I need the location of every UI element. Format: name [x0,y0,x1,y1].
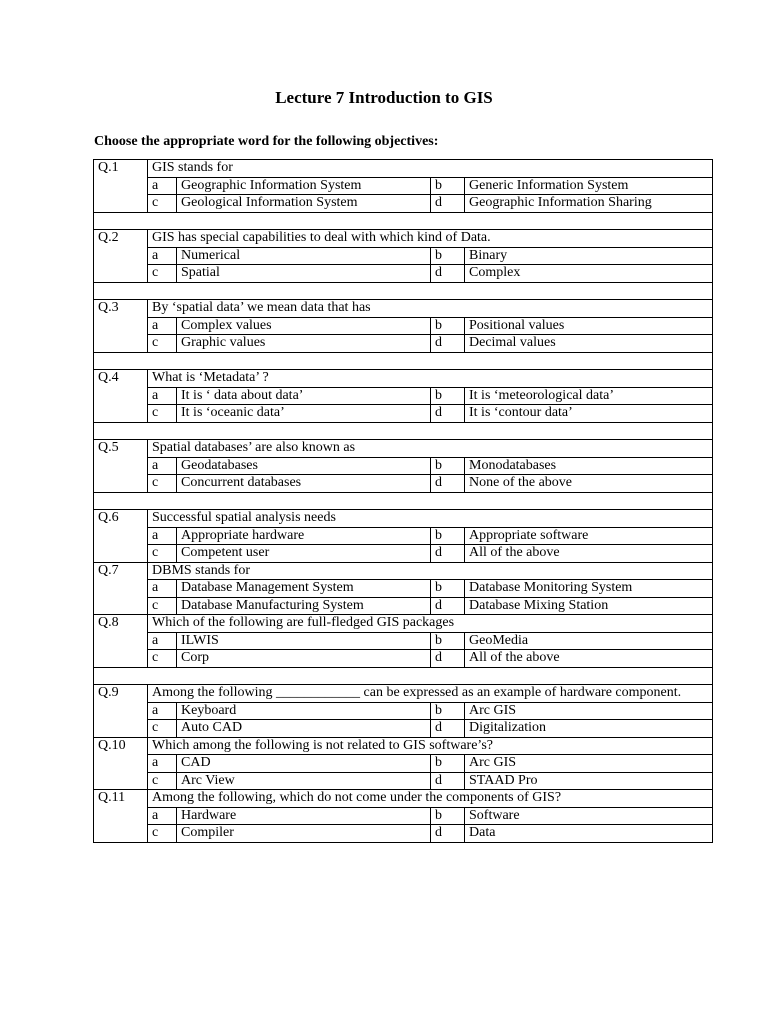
option-letter: d [431,265,465,283]
option-row [94,527,713,545]
option-row [94,545,713,563]
option-letter: c [148,475,177,493]
question-number: Q.4 [94,370,148,423]
question-row [94,160,713,178]
option-text: Keyboard [177,702,431,720]
option-text: Geodatabases [177,457,431,475]
option-row [94,177,713,195]
option-row [94,195,713,213]
option-text: Geographic Information System [177,177,431,195]
option-text: GeoMedia [465,632,713,650]
option-row [94,632,713,650]
option-text: All of the above [465,545,713,563]
option-text: Geographic Information Sharing [465,195,713,213]
question-table-body [94,160,713,843]
option-row [94,335,713,353]
spacer-cell [94,492,713,510]
option-text: Software [465,807,713,825]
option-text: STAAD Pro [465,772,713,790]
option-text: Data [465,825,713,843]
spacer-row [94,282,713,300]
question-row [94,615,713,633]
question-text: GIS has special capabilities to deal with which kind of Data. [148,230,713,248]
option-text: Appropriate hardware [177,527,431,545]
option-text: Complex [465,265,713,283]
option-text: Concurrent databases [177,475,431,493]
option-letter: c [148,597,177,615]
option-letter: b [431,755,465,773]
question-row [94,370,713,388]
option-row [94,825,713,843]
option-letter: b [431,247,465,265]
option-letter: d [431,720,465,738]
option-letter: b [431,632,465,650]
question-text: By ‘spatial data’ we mean data that has [148,300,713,318]
question-row [94,790,713,808]
question-table [93,159,713,843]
question-number: Q.6 [94,510,148,563]
question-row [94,510,713,528]
option-row [94,772,713,790]
option-text: Database Management System [177,580,431,598]
option-letter: a [148,527,177,545]
question-text: Successful spatial analysis needs [148,510,713,528]
option-letter: d [431,650,465,668]
option-letter: a [148,632,177,650]
option-letter: b [431,177,465,195]
option-letter: d [431,475,465,493]
option-text: Hardware [177,807,431,825]
option-text: Complex values [177,317,431,335]
option-text: ILWIS [177,632,431,650]
option-letter: c [148,195,177,213]
question-row [94,685,713,703]
instruction-text: Choose the appropriate word for the following objectives: [94,134,439,149]
option-letter: b [431,807,465,825]
question-number: Q.9 [94,685,148,738]
option-letter: d [431,597,465,615]
option-letter: b [431,527,465,545]
option-letter: c [148,720,177,738]
option-row [94,457,713,475]
option-text: Graphic values [177,335,431,353]
spacer-row [94,667,713,685]
option-row [94,387,713,405]
option-row [94,720,713,738]
option-letter: b [431,702,465,720]
question-text: Among the following ____________ can be expressed as an example of hardware component. [148,685,713,703]
spacer-row [94,352,713,370]
option-text: It is ‘meteorological data’ [465,387,713,405]
option-letter: d [431,405,465,423]
option-text: Positional values [465,317,713,335]
option-letter: a [148,457,177,475]
option-letter: a [148,807,177,825]
option-letter: b [431,387,465,405]
spacer-cell [94,352,713,370]
question-number: Q.11 [94,790,148,843]
option-text: It is ‘ data about data’ [177,387,431,405]
option-letter: b [431,457,465,475]
option-text: Corp [177,650,431,668]
question-number: Q.8 [94,615,148,668]
option-row [94,807,713,825]
option-text: Database Monitoring System [465,580,713,598]
option-text: Numerical [177,247,431,265]
option-letter: c [148,405,177,423]
option-letter: b [431,580,465,598]
option-text: Database Mixing Station [465,597,713,615]
option-text: Arc GIS [465,755,713,773]
option-letter: d [431,195,465,213]
option-letter: d [431,335,465,353]
option-row [94,265,713,283]
option-letter: a [148,387,177,405]
question-text: Which among the following is not related to GIS software’s? [148,737,713,755]
option-letter: a [148,702,177,720]
option-text: Digitalization [465,720,713,738]
option-letter: c [148,772,177,790]
question-number: Q.3 [94,300,148,353]
option-row [94,475,713,493]
spacer-row [94,492,713,510]
spacer-cell [94,422,713,440]
option-text: Generic Information System [465,177,713,195]
question-row [94,440,713,458]
option-letter: c [148,825,177,843]
option-text: It is ‘oceanic data’ [177,405,431,423]
option-text: Monodatabases [465,457,713,475]
question-text: Spatial databases’ are also known as [148,440,713,458]
option-text: Auto CAD [177,720,431,738]
option-row [94,597,713,615]
option-row [94,650,713,668]
option-row [94,702,713,720]
option-text: Binary [465,247,713,265]
question-text: DBMS stands for [148,562,713,580]
spacer-row [94,422,713,440]
spacer-cell [94,212,713,230]
option-text: Arc View [177,772,431,790]
question-number: Q.7 [94,562,148,615]
question-number: Q.5 [94,440,148,493]
question-text: Which of the following are full-fledged GIS packages [148,615,713,633]
option-letter: a [148,177,177,195]
spacer-cell [94,282,713,300]
option-text: None of the above [465,475,713,493]
document-title: Lecture 7 Introduction to GIS [275,88,493,107]
option-letter: d [431,825,465,843]
option-letter: a [148,580,177,598]
option-letter: a [148,755,177,773]
option-letter: c [148,265,177,283]
question-text: What is ‘Metadata’ ? [148,370,713,388]
option-letter: d [431,772,465,790]
question-row [94,737,713,755]
option-letter: c [148,335,177,353]
option-text: Arc GIS [465,702,713,720]
question-number: Q.1 [94,160,148,213]
option-text: Geological Information System [177,195,431,213]
spacer-row [94,212,713,230]
option-row [94,247,713,265]
question-row [94,230,713,248]
question-text: GIS stands for [148,160,713,178]
option-text: Spatial [177,265,431,283]
question-row [94,300,713,318]
option-text: CAD [177,755,431,773]
option-letter: c [148,650,177,668]
option-text: It is ‘contour data’ [465,405,713,423]
option-text: Appropriate software [465,527,713,545]
option-row [94,317,713,335]
option-letter: b [431,317,465,335]
option-letter: a [148,317,177,335]
option-text: Compiler [177,825,431,843]
option-row [94,755,713,773]
option-text: All of the above [465,650,713,668]
option-text: Decimal values [465,335,713,353]
question-number: Q.2 [94,230,148,283]
option-letter: c [148,545,177,563]
question-number: Q.10 [94,737,148,790]
option-text: Competent user [177,545,431,563]
spacer-cell [94,667,713,685]
option-letter: a [148,247,177,265]
option-row [94,405,713,423]
option-row [94,580,713,598]
option-letter: d [431,545,465,563]
question-text: Among the following, which do not come under the components of GIS? [148,790,713,808]
question-row [94,562,713,580]
option-text: Database Manufacturing System [177,597,431,615]
